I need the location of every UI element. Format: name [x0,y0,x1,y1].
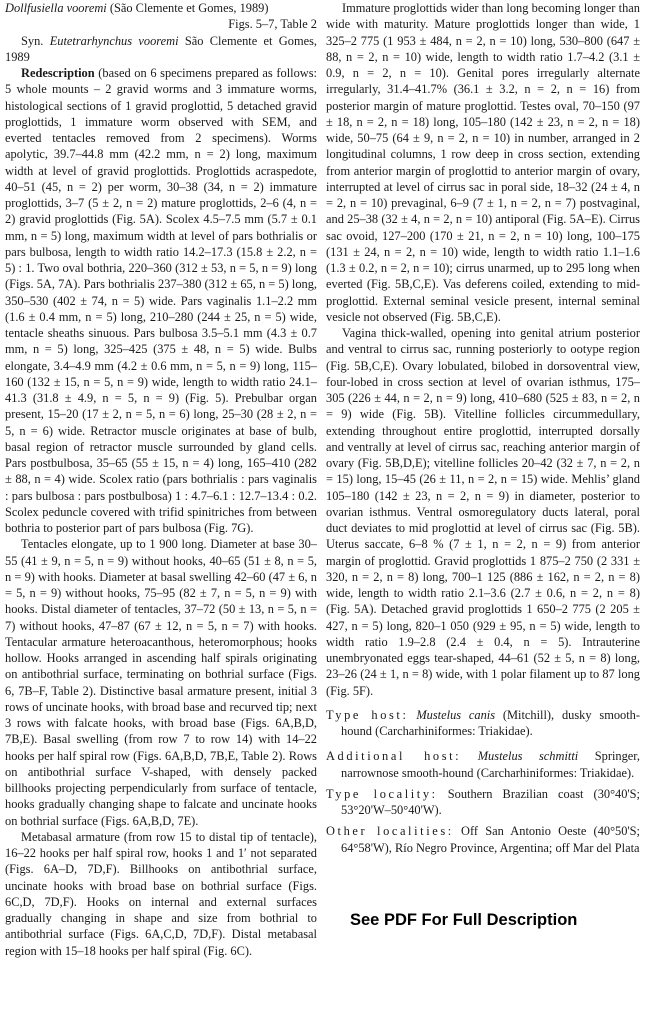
synonym-line [5,33,317,66]
figure-reference: Figs. 5–7, Table 2 [228,17,317,32]
text-segment [461,749,478,763]
text-segment: Syn. [21,33,50,48]
text-segment: São Clemente et Gomes, 1989 [5,33,317,64]
field-label: Other localities: [326,824,454,839]
redescription-paragraph [5,65,317,536]
text-segment: (based on 6 specimens prepared as follows: 5 whole mounts – 2 gravid worms and 3 immature worms, histological sections of 1 gravid proglottid, 5 detached gravid proglottids, 1 immature worm observed with SEM, and everted tentacles removed from 2 specimens). Worms apolytic, 39.7–44.8 mm (42.2 mm, n = 2) long, maximum width at level of gravid proglottids. Proglottids acraspedote, 40–51 (45, n = 2) per worm, 30–38 (34, n = 2) immature proglottids, 3–7 (5 ± 2, n = 2) mature proglottids, 2–6 (4, n = 2) gravid proglottids (Fig. 5A). Scolex 4.5–7.5 mm (5.7 ± 0.1 mm, n = 5) long, maximum width at level of pars bothrialis or pars bulbosa, length to width ratio 14.2–17.3 (15.8 ± 2.2, n = 5) : 1. Two oval bothria, 220–360 (312 ± 53, n = 5, n = 9) long (Figs. 5A, 7A). Pars bothrialis 237–380 (312 ± 65, n = 5) long, 350–530 (402 ± 74, n = 5) wide. Pars vaginalis 1.1–2.2 mm (1.6 ± 0.4 mm, n = 5) long, 210–280 (244 ± 25, n = 5) wide, tentacle sheaths sinuous. Pars bulbosa 3.5–5.1 mm (4.3 ± 0.7 mm, n = 5) long, 325–425 (375 ± 48, n = 5) wide. Bulbs elongate, 3.4–4.9 mm (4.2 ± 0.6 mm, n = 5, n = 9) long, 115–160 (132 ± 15, n = 5, n = 9) wide, length to width ratio 24.1–41.3 (31.8 ± 4.9, n = 5, n = 9) (Fig. 5). Prebulbar organ present, 15–20 (17 ± 2, n = 5, n = 6) long, 25–30 (28 ± 2, n = 5, n = 6) wide. Retractor muscle originates at base of bulb, basal region of retractor muscle surrounded by gland cells. Pars postbulbosa, 35–65 (55 ± 15, n = 4) long, 165–410 (282 ± 88, n = 4) wide. Scolex ratio (pars bothrialis : pars vaginalis : pars bulbosa : pars postbulbosa) 1 : 4.7–6.1 : 12.7–13.4 : 0.2. Scolex peduncle covered with trifid spinitriches from between bothria to posterior part of pars bulbosa (Fig. 7G). [5,66,317,535]
proglottids-paragraph [326,0,640,325]
species-name: Mustelus canis [416,707,496,722]
vagina-paragraph [326,325,640,699]
species-name: Eutetrarhynchus vooremi [49,33,179,48]
species-name: Mustelus schmitti [477,749,579,764]
left-column [5,0,317,959]
text-segment: Immature proglottids wider than long becoming longer than wide with maturity. Mature proglottids longer than wide, 1 325–2 775 (1 953 ± 484, n = 2, n = 10) long, 530–800 (647 ± 88, n = 2, n = 10) wide, length to width ratio 1.7–4.2 (3.1 ± 0.9, n = 2, n = 10). Genital pores irregularly alternate irregularly, 31.4–41.7% (36.1 ± 3.2, n = 2, n = 16) from posterior margin of mature proglottid. Testes oval, 70–150 (97 ± 18, n = 2, n = 18) long, 105–180 (142 ± 23, n = 2, n = 18) wide, 50–75 (64 ± 9, n = 2, n = 10) in number, arranged in 2 longitudinal columns, 1 row deep in cross section, extending from anterior margin of proglottid to anterior margin of ovary, interrupted at level of cirrus sac in poral side, 18–32 (24 ± 4, n = 2, n = 10) prevaginal, 6–9 (7 ± 1, n = 2, n = 7) postvaginal, and 25–38 (32 ± 4, n = 2, n = 10) antiporal (Fig. 5A–E). Cirrus sac ovoid, 127–200 (170 ± 21, n = 2, n = 10) long, 100–175 (131 ± 24, n = 2, n = 10) wide, length to width ratio 1.1–1.6 (1.3 ± 0.2, n = 2, n = 10); cirrus unarmed, up to 295 long when everted (Fig. 5B,C,E). Vas deferens coiled, extending to mid-proglottid. External seminal vesicle present, internal seminal vesicle not observed (Fig. 5B,C,E). [326,1,640,324]
species-heading [5,0,317,16]
other-localities [326,823,640,856]
text-segment: Metabasal armature (from row 15 to distal tip of tentacle), 16–22 hooks per half spiral row, hooks 1 and 1′ not separated (Figs. 6A–D, 7D,F). Billhooks on antibothrial surface, uncinate hooks with broad base on bothrial surface (Figs. 6C,D, 7D,F). Hooks on internal and external surfaces gradually changing in shape and size from bothrial to antibothrial surface (Figs. 6A,C,D, 7D,F). Distal metabasal region with 15–18 hooks per half spiral (Fig. 6C). [5,829,317,958]
see-pdf-notice: See PDF For Full Description [350,911,578,929]
tentacles-paragraph [5,536,317,829]
type-host [326,707,640,740]
text-segment: Off San Antonio Oeste (40°50'S; 64°58'W), Río Negro Province, Argentina; off Mar del Plata [341,824,640,855]
section-label: Redescription [21,66,95,80]
right-column [326,0,640,856]
field-label: Type locality: [326,786,438,801]
field-label: Additional host: [326,749,462,764]
text-segment: Springer, narrownose smooth-hound (Carcharhiniformes: Triakidae). [341,749,640,780]
text-segment: Vagina thick-walled, opening into genital atrium posterior and ventral to cirrus sac, running posteriorly to ootype region (Fig. 5B,C,E). Ovary lobulated, bilobed in dorsoventral view, four-lobed in cross section at level of ovarian isthmus, 175–305 (226 ± 44, n = 2, n = 9) long, 410–680 (525 ± 83, n = 2, n = 9) wide (Fig. 5B). Vitelline follicles circummedullary, extending throughout entire proglottid, interrupted dorsally and ventrally at level of cirrus sac, reaching anterior margin of ovary (Fig. 5B,D,E); vitelline follicles 20–42 (32 ± 7, n = 2, n = 15) long, 15–45 (26 ± 11, n = 2, n = 15) wide. Mehlis’ gland 105–180 (142 ± 23, n = 2, n = 9) in diameter, posterior to ovarian isthmus. Ventral osmoregulatory ducts lateral, poral duct deviates to mid proglottid at level of cirrus sac (Fig. 5B). Uterus saccate, 6–8 % (7 ± 1, n = 2, n = 9) from anterior margin of proglottid. Gravid proglottids 1 875–2 750 (2 331 ± 320, n = 2, n = 8) long, 700–1 125 (886 ± 162, n = 2, n = 8) wide, length to width ratio 2.1–3.6 (2.7 ± 0.6, n = 2, n = 8) (Fig. 5A). Detached gravid proglottids 1 650–2 775 (2 205 ± 427, n = 5) long, 820–1 050 (929 ± 95, n = 5) wide, length to width ratio 1.9–2.8 (2.4 ± 0.4, n = 5). Intrauterine unembryonated eggs tear-shaped, 44–61 (52 ± 5, n = 8) long, 23–26 (24 ± 1, n = 8) wide, with 1 polar filament up to 87 long (Fig. 5F). [326,326,640,698]
text-segment: (Mitchill), dusky smooth-hound (Carcharhiniformes: Triakidae). [341,707,640,738]
type-locality [326,786,640,819]
field-label: Type host: [326,707,409,722]
additional-host [326,748,640,781]
metabasal-paragraph [5,829,317,959]
species-authority: (São Clemente et Gomes, 1989) [106,1,269,15]
species-name: Dollfusiella vooremi [5,1,107,15]
text-segment: Tentacles elongate, up to 1 900 long. Diameter at base 30–55 (41 ± 9, n = 5, n = 9) without hooks, 40–65 (51 ± 8, n = 5, n = 9) with hooks. Diameter at basal swelling 42–60 (47 ± 6, n = 5, n = 9) without hooks, 75–95 (82 ± 7, n = 5, n = 9) with hooks. Distal diameter of tentacles, 37–72 (50 ± 13, n = 5, n = 7) without hooks, 47–87 (67 ± 12, n = 5, n = 7) with hooks. Tentacular armature heteroacanthous, heteromorphous; hooks hollow. Hooks arranged in ascending half spirals originating on antibothrial surface, terminating on bothrial surface (Figs. 6, 7B–F, Table 2). Distinctive basal armature present, initial 3 rows of uncinate hooks, with broad base and recurved tip; next 3 rows with falcate hooks, with broad base (Figs. 6A,B,D, 7B,E). Basal swelling (from row 7 to row 14) with 14–22 hooks per half spiral row (Figs. 6A,B,D, 7B,E, Table 2). Rows on antibothrial surface V-shaped, with densely packed billhooks projecting perpendicularly from surface of tentacle, hooks gradually changing shape to falcate and uncinate hooks on bothrial surface (Figs. 6A,B,D, 7E). [5,537,317,828]
text-segment: Southern Brazilian coast (30°40'S; 53°20'W–50°40'W). [341,786,640,817]
